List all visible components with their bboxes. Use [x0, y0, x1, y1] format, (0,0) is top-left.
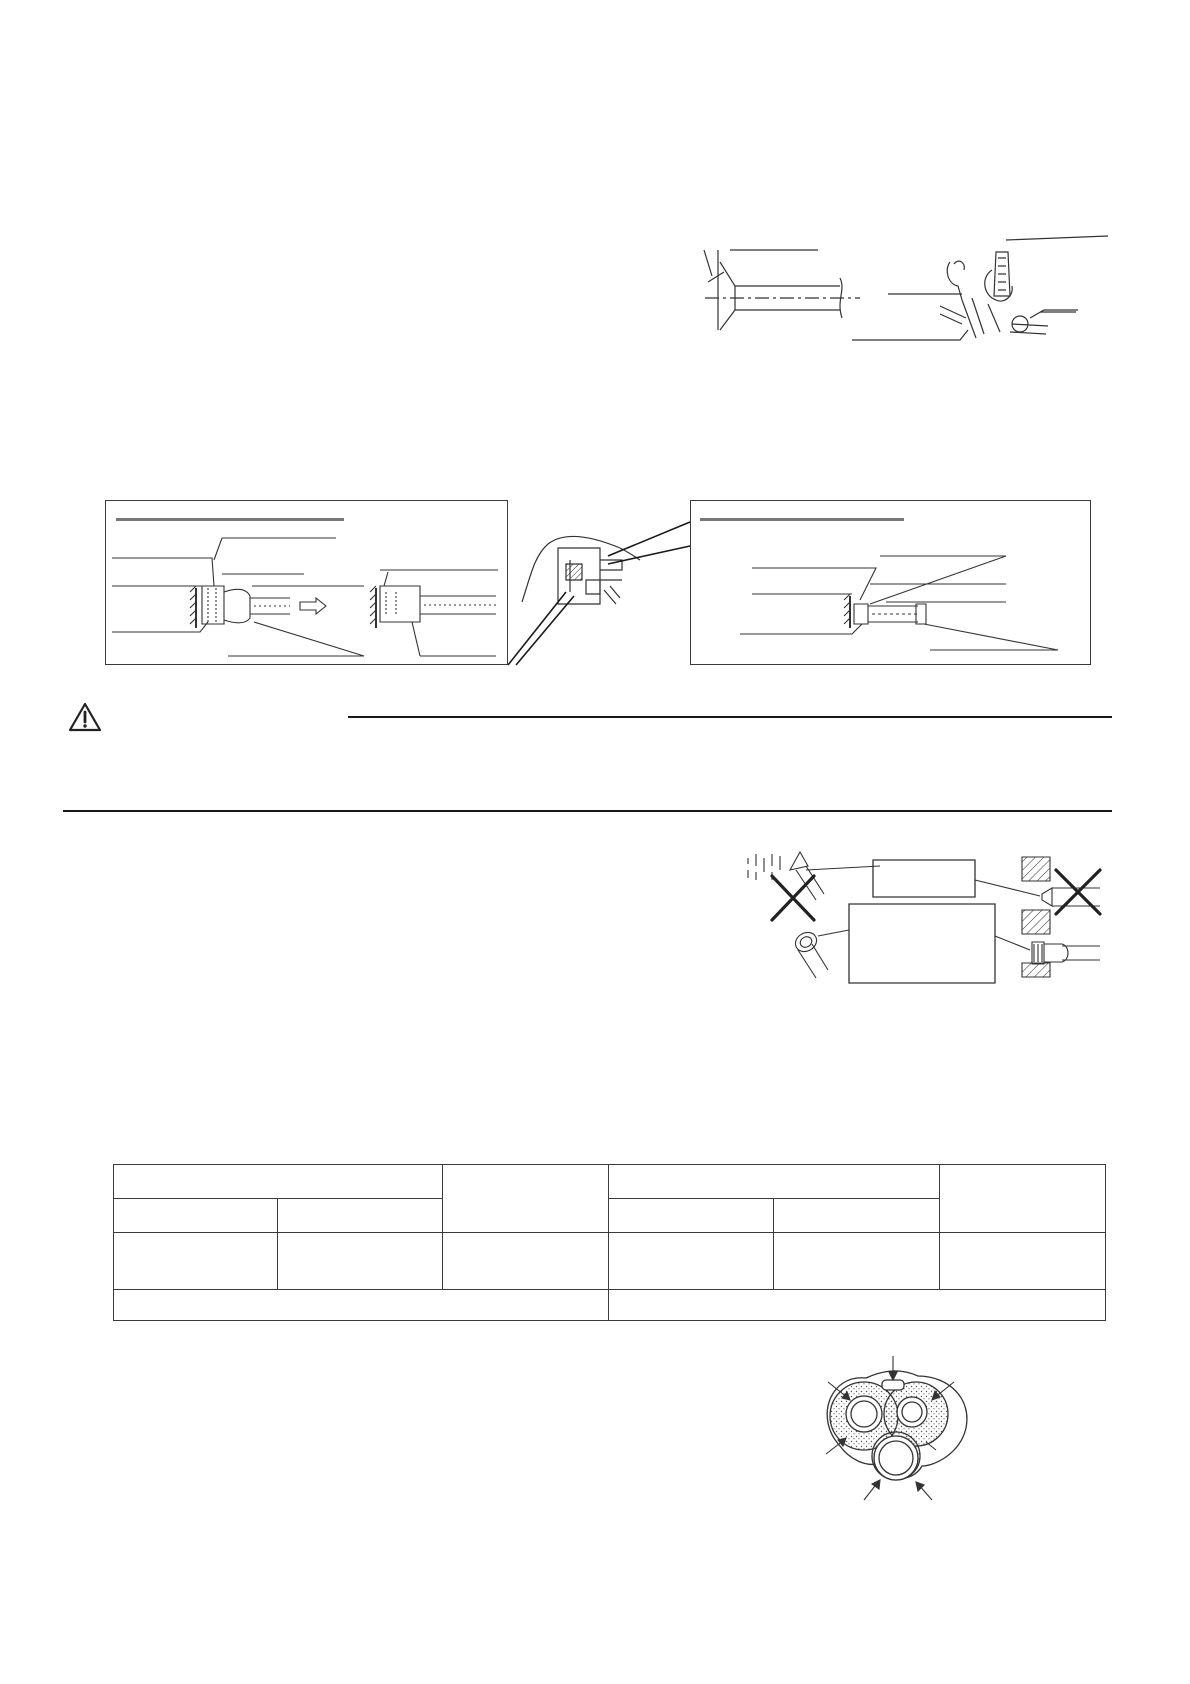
pipe-spec-table [113, 1164, 1106, 1321]
pipe-detail-box-right [690, 500, 1091, 665]
table-subheader-cell [278, 1199, 443, 1233]
warning-triangle-icon [68, 702, 102, 732]
table-subheader-cell [609, 1199, 774, 1233]
table-header-cell [609, 1165, 940, 1199]
table-footer-cell [114, 1290, 609, 1321]
warning-rule [348, 716, 1112, 718]
table-cell [114, 1233, 278, 1290]
table-header-cell [443, 1165, 609, 1233]
table-footer-cell [609, 1290, 1106, 1321]
table-cell [774, 1233, 940, 1290]
table-header-cell [114, 1165, 443, 1199]
section-divider [63, 810, 1112, 812]
table-header-cell [940, 1165, 1106, 1233]
table-cell [443, 1233, 609, 1290]
table-cell [278, 1233, 443, 1290]
pipe-detail-box-left [105, 500, 508, 665]
table-cell [609, 1233, 774, 1290]
table-cell [940, 1233, 1106, 1290]
table-subheader-cell [114, 1199, 278, 1233]
table-subheader-cell [774, 1199, 940, 1233]
